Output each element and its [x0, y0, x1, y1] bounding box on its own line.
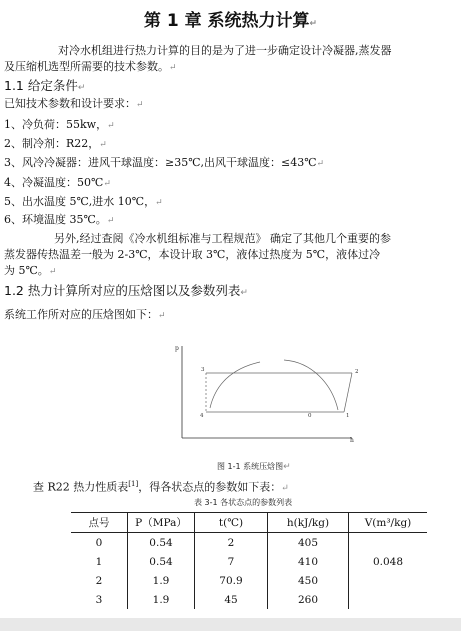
table-header-cell: t(℃): [195, 513, 268, 533]
figure-caption: 图 1-1 系统压焓图↵: [217, 462, 291, 472]
table-cell: 1.9: [128, 590, 195, 609]
state-points-table: [71, 512, 427, 609]
point-label: 1: [346, 413, 350, 419]
table-cell: 1: [71, 552, 128, 571]
table-cell: 260: [268, 590, 349, 609]
section-1-2-heading: 1.2 热力计算所对应的压焓图以及参数列表↵: [4, 283, 248, 298]
intro-line-2: 及压缩机选型所需要的技术参数。↵: [4, 60, 177, 73]
table-row: [71, 571, 427, 590]
list-item: 6、环境温度 35℃。↵: [4, 213, 115, 226]
p-axis-label: p: [175, 345, 179, 352]
table-cell: [349, 533, 428, 553]
given-params-lead: 已知技术参数和设计要求：↵: [4, 97, 144, 110]
extra-params-line-1: 另外,经过查阅《冷水机组标准与工程规范》 确定了其他几个重要的参: [54, 232, 391, 245]
table-cell: 0.54: [128, 552, 195, 571]
compression-line: [344, 373, 352, 412]
paragraph-mark: ↵: [309, 19, 318, 29]
pressure-enthalpy-diagram: [172, 340, 362, 445]
table-row: [71, 552, 427, 571]
table-cell: 2: [195, 533, 268, 553]
point-label: 4: [200, 413, 204, 419]
intro-line-1: 对冷水机组进行热力计算的目的是为了进一步确定设计冷凝器,蒸发器: [58, 44, 392, 57]
table-row: [71, 590, 427, 609]
table-header-cell: 点号: [71, 513, 128, 533]
point-label: 0: [308, 413, 312, 419]
table-header-cell: P（MPa）: [128, 513, 195, 533]
table-header-row: [71, 513, 427, 533]
table-cell: 405: [268, 533, 349, 553]
table-caption: 表 3-1 各状态点的参数列表: [194, 498, 293, 507]
section-1-1-heading: 1.1 给定条件↵: [4, 78, 86, 93]
point-label: 2: [355, 369, 359, 375]
list-item: 4、冷凝温度：50℃↵: [4, 176, 111, 189]
extra-params-line-2: 蒸发器传热温差一般为 2-3℃，本设计取 3℃，液体过热度为 5℃，液体过冷: [4, 248, 381, 261]
list-item: 1、冷负荷：55kw，↵: [4, 118, 115, 131]
table-cell: [349, 590, 428, 609]
table-cell: 45: [195, 590, 268, 609]
table-cell: 0: [71, 533, 128, 553]
saturated-liquid-curve: [210, 362, 260, 408]
diagram-lead: 系统工作所对应的压焓图如下：↵: [4, 308, 166, 321]
viewer-bottom-bar: [0, 618, 461, 631]
table-cell: 450: [268, 571, 349, 590]
list-item: 2、制冷剂：R22，↵: [4, 137, 107, 150]
table-cell: 3: [71, 590, 128, 609]
extra-params-line-3: 为 5℃。↵: [4, 264, 57, 277]
table-cell: 410: [268, 552, 349, 571]
table-cell: 0.048: [349, 552, 428, 571]
table-cell: 70.9: [195, 571, 268, 590]
lookup-sentence: 查 R22 热力性质表[1]，得各状态点的参数如下表：↵: [33, 480, 289, 494]
table-cell: 2: [71, 571, 128, 590]
saturated-vapor-curve: [284, 360, 338, 410]
table-cell: [349, 571, 428, 590]
point-label: 3: [201, 367, 205, 373]
list-item: 5、出水温度 5℃,进水 10℃，↵: [4, 195, 163, 208]
list-item: 3、风冷冷凝器：进风干球温度：≥35℃,出风干球温度：≤43℃↵: [4, 156, 325, 169]
chapter-title: 第 1 章 系统热力计算↵: [143, 11, 318, 31]
table-row: [71, 533, 427, 553]
table-cell: 0.54: [128, 533, 195, 553]
table-cell: 1.9: [128, 571, 195, 590]
table-header-cell: h(kJ/kg): [268, 513, 349, 533]
table-header-cell: V(m³/kg): [349, 513, 428, 533]
table-cell: 7: [195, 552, 268, 571]
citation-ref: [1]: [128, 480, 139, 488]
h-axis-label: h: [350, 437, 354, 444]
